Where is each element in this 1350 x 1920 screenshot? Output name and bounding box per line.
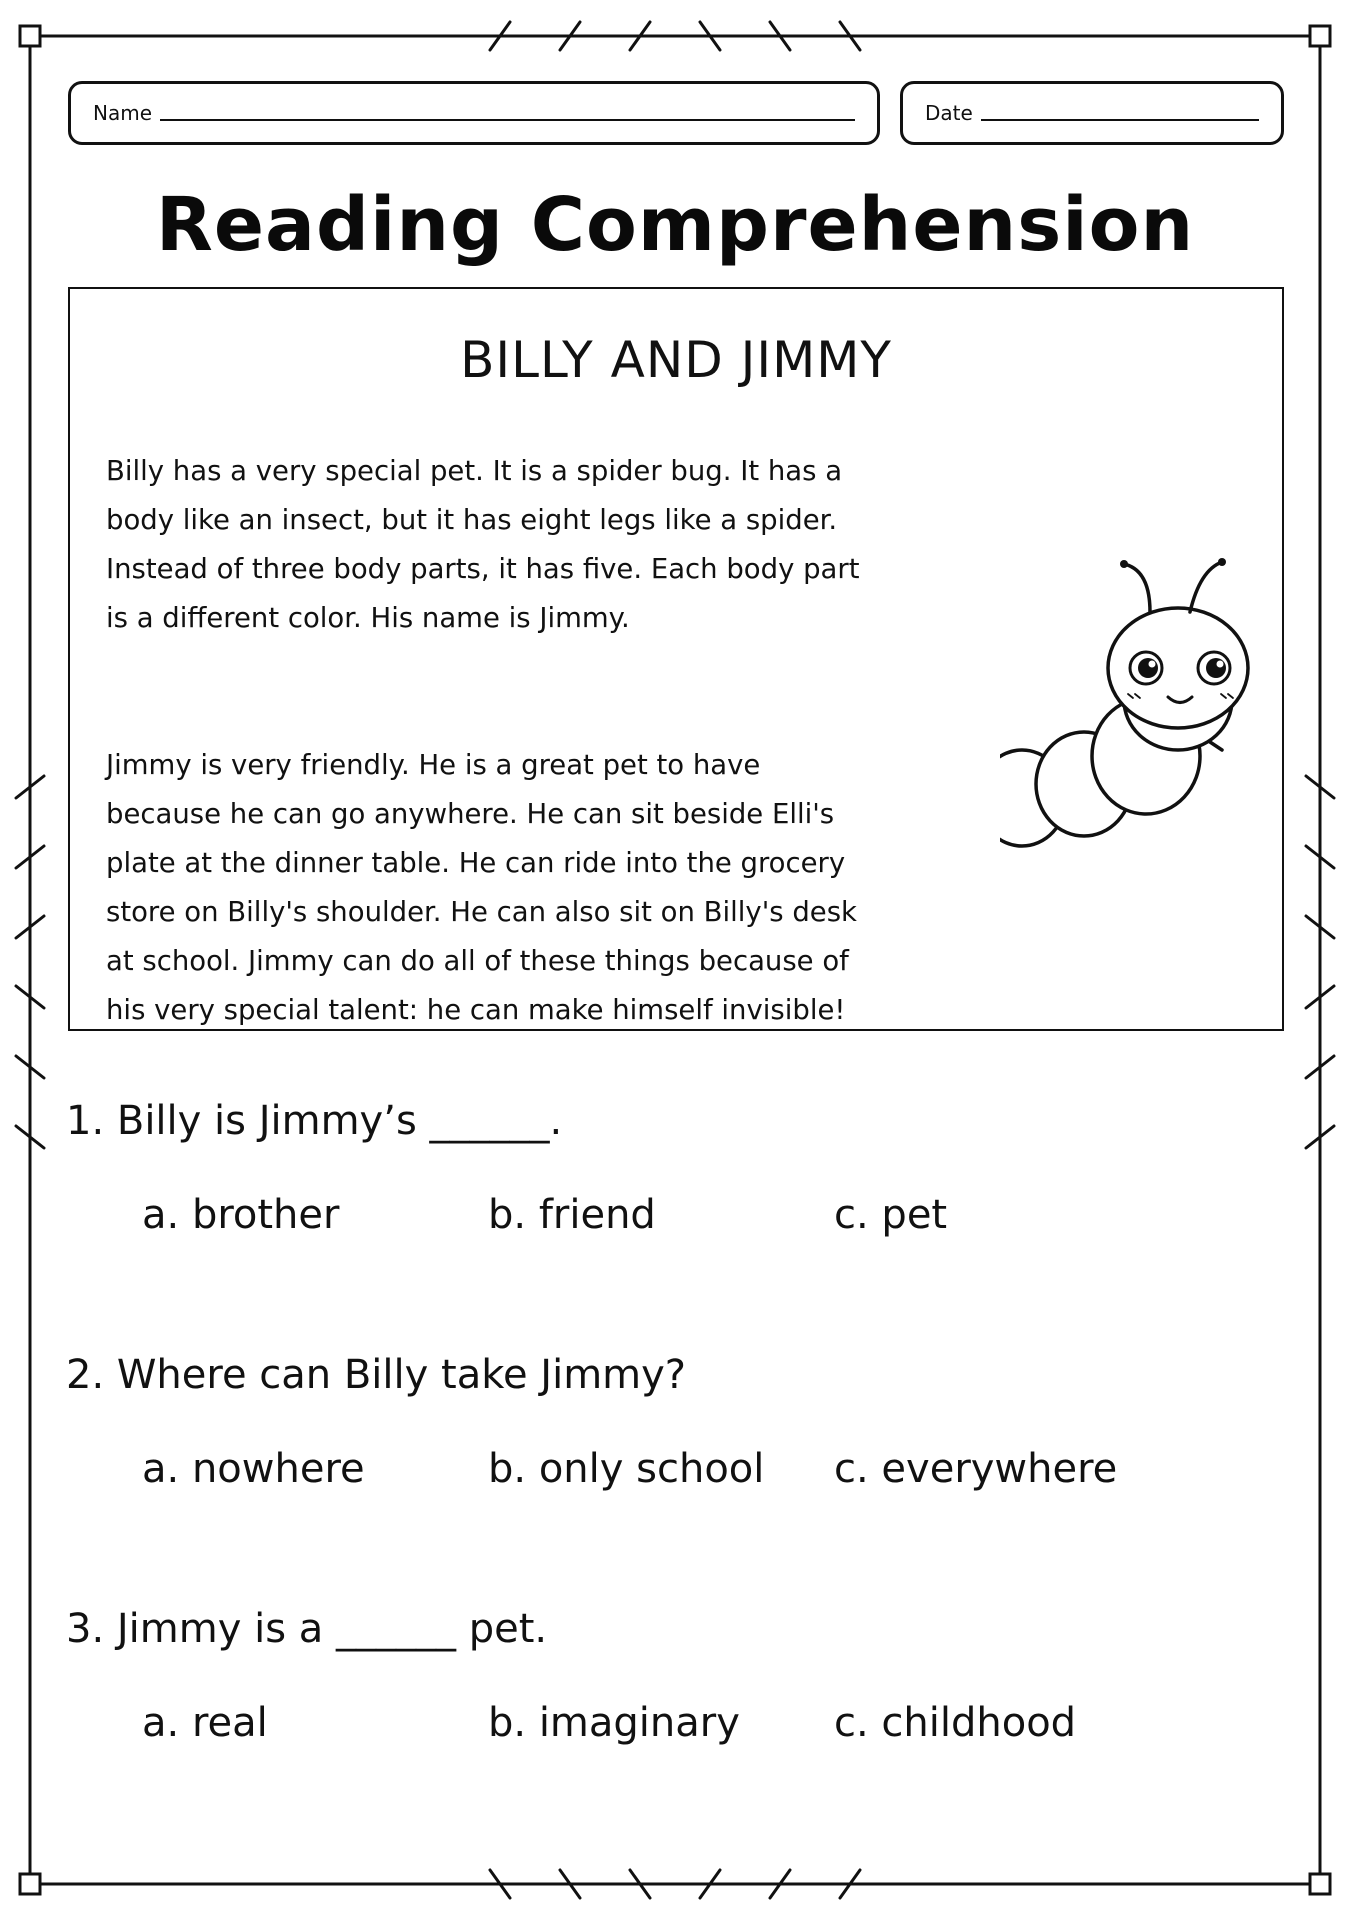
question-2-option-b[interactable]: b. only school — [488, 1446, 765, 1492]
question-3-option-c[interactable]: c. childhood — [834, 1700, 1077, 1746]
caterpillar-illustration — [1000, 0, 1300, 900]
name-line — [160, 119, 855, 121]
name-field[interactable] — [68, 81, 880, 145]
story-title: BILLY AND JIMMY — [460, 331, 892, 389]
question-1-option-c[interactable]: c. pet — [834, 1192, 948, 1238]
question-3-option-a[interactable]: a. real — [142, 1700, 268, 1746]
question-2-option-a[interactable]: a. nowhere — [142, 1446, 365, 1492]
date-label: Date — [925, 101, 973, 125]
question-3-option-b[interactable]: b. imaginary — [488, 1700, 740, 1746]
name-label: Name — [93, 101, 153, 125]
question-2-option-c[interactable]: c. everywhere — [834, 1446, 1118, 1492]
story-paragraph-1: Billy has a very special pet. It is a spider bug. It has a body like an insect, but it has eight legs like a spider. Instead of three body parts, it has five. Each body part is a different color. His name is Jimmy. — [106, 455, 860, 634]
question-3: 3. Jimmy is a ______ pet. — [66, 1606, 548, 1652]
story-paragraph-2: Jimmy is very friendly. He is a great pet to have because he can go anywhere. He can sit beside Elli's plate at the dinner table. He can ride into the grocery store on Billy's shoulder. He can also sit on Billy's desk at school. Jimmy can do all of these things because of his very special talent: he can make himself invisible! — [106, 749, 857, 1026]
page-title: Reading Comprehension — [155, 182, 1195, 268]
question-2: 2. Where can Billy take Jimmy? — [66, 1352, 687, 1398]
question-1-option-a[interactable]: a. brother — [142, 1192, 340, 1238]
question-1: 1. Billy is Jimmy’s ______. — [66, 1098, 563, 1144]
question-1-option-b[interactable]: b. friend — [488, 1192, 656, 1238]
